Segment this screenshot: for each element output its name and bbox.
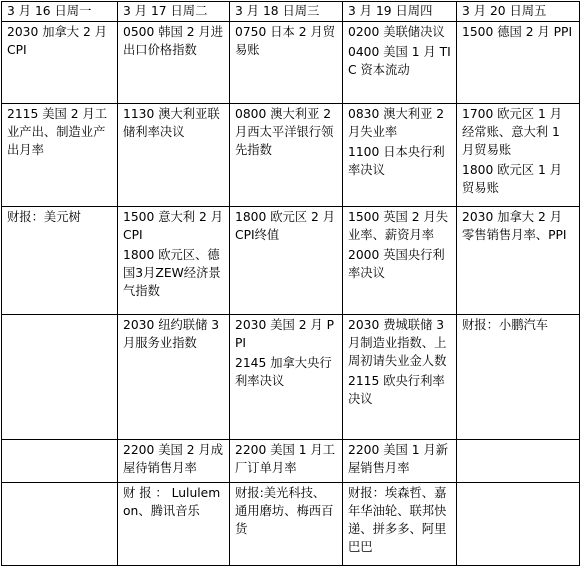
earnings-entry: 财 报 ： Lululemon、腾讯音乐 — [123, 486, 221, 518]
table-row — [2, 22, 580, 104]
table-cell — [343, 440, 457, 483]
event-entry: 0400 美国 1 月 TIC 资本流动 — [348, 45, 451, 77]
header-day-5: 3 月 20 日周五 — [457, 2, 580, 22]
event-entry: 2030 费城联储 3 月制造业指数、上周初请失业金人数 — [348, 318, 447, 368]
table-cell — [2, 440, 118, 483]
table-cell — [343, 104, 457, 207]
table-cell — [230, 22, 343, 104]
header-day-4: 3 月 19 日周四 — [343, 2, 457, 22]
table-cell — [230, 315, 343, 440]
event-entry: 1800 欧元区、德国3月ZEW经济景气指数 — [123, 248, 221, 298]
event-entry: 2030 美国 2 月 PPI — [235, 318, 335, 350]
table-cell — [230, 483, 343, 566]
table-cell — [457, 483, 580, 566]
table-cell — [457, 440, 580, 483]
event-entry: 1500 英国 2 月失业率、薪资月率 — [348, 210, 449, 242]
table-cell — [2, 104, 118, 207]
table-cell — [343, 315, 457, 440]
event-entry: 0200 美联储决议 — [348, 25, 445, 39]
event-entry: 1100 日本央行利率决议 — [348, 145, 445, 177]
event-entry: 2115 欧央行利率决议 — [348, 374, 445, 406]
event-entry: 0750 日本 2 月贸易账 — [235, 25, 336, 57]
event-entry: 1500 德国 2 月 PPI — [462, 25, 573, 39]
event-entry: 2115 美国 2 月工业产出、制造业产出月率 — [7, 107, 108, 157]
event-entry: 0830 澳大利亚 2 月失业率 — [348, 107, 445, 139]
economic-calendar-table — [1, 1, 580, 566]
event-entry: 2200 美国 1 月工厂订单月率 — [235, 443, 336, 475]
table-row — [2, 483, 580, 566]
header-day-3: 3 月 18 日周三 — [230, 2, 343, 22]
table-cell — [118, 315, 230, 440]
event-entry: 财报：美元树 — [7, 210, 81, 224]
table-cell — [343, 483, 457, 566]
table-cell — [457, 207, 580, 315]
event-entry: 1800 欧元区 2 月 CPI终值 — [235, 210, 336, 242]
event-entry: 1700 欧元区 1 月经常账、意大利 1 月贸易账 — [462, 107, 563, 157]
table-cell — [118, 22, 230, 104]
table-cell — [118, 104, 230, 207]
table-cell — [2, 22, 118, 104]
event-entry: 2000 英国央行利率决议 — [348, 248, 445, 280]
earnings-entry: 财报:美光科技、通用磨坊、梅西百货 — [235, 486, 334, 536]
event-entry: 0500 韩国 2 月进出口价格指数 — [123, 25, 224, 57]
event-entry: 2200 美国 2 月成屋待销售月率 — [123, 443, 224, 475]
table-cell — [457, 104, 580, 207]
table-cell — [2, 315, 118, 440]
event-entry: 2030 纽约联储 3月服务业指数 — [123, 318, 220, 350]
event-entry: 2030 加拿大 2 月零售销售月率、PPI — [462, 210, 567, 242]
event-entry: 2145 加拿大央行利率决议 — [235, 356, 332, 388]
event-entry: 2200 美国 1 月新屋销售月率 — [348, 443, 449, 475]
header-day-1: 3 月 16 日周一 — [2, 2, 118, 22]
table-cell — [118, 483, 230, 566]
table-cell — [230, 104, 343, 207]
table-cell — [343, 207, 457, 315]
table-cell — [230, 207, 343, 315]
table-cell — [457, 315, 580, 440]
event-entry: 财报：小鹏汽车 — [462, 318, 549, 332]
table-row — [2, 315, 580, 440]
table-cell — [343, 22, 457, 104]
table-row — [2, 440, 580, 483]
earnings-entry: 财报：埃森哲、嘉年华油轮、联邦快递、拼多多、阿里巴巴 — [348, 486, 447, 554]
header-day-2: 3 月 17 日周二 — [118, 2, 230, 22]
table-cell — [2, 483, 118, 566]
table-row — [2, 104, 580, 207]
table-cell — [457, 22, 580, 104]
table-cell — [230, 440, 343, 483]
table-cell — [2, 207, 118, 315]
table-row — [2, 207, 580, 315]
table-cell — [118, 440, 230, 483]
event-entry: 1500 意大利 2 月 CPI — [123, 210, 224, 242]
event-entry: 2030 加拿大 2 月 CPI — [7, 25, 108, 57]
table-cell — [118, 207, 230, 315]
event-entry: 0800 澳大利亚 2 月西太平洋银行领先指数 — [235, 107, 334, 157]
header-row — [2, 2, 580, 22]
event-entry: 1800 欧元区 1 月贸易账 — [462, 163, 563, 195]
event-entry: 1130 澳大利亚联储利率决议 — [123, 107, 220, 139]
